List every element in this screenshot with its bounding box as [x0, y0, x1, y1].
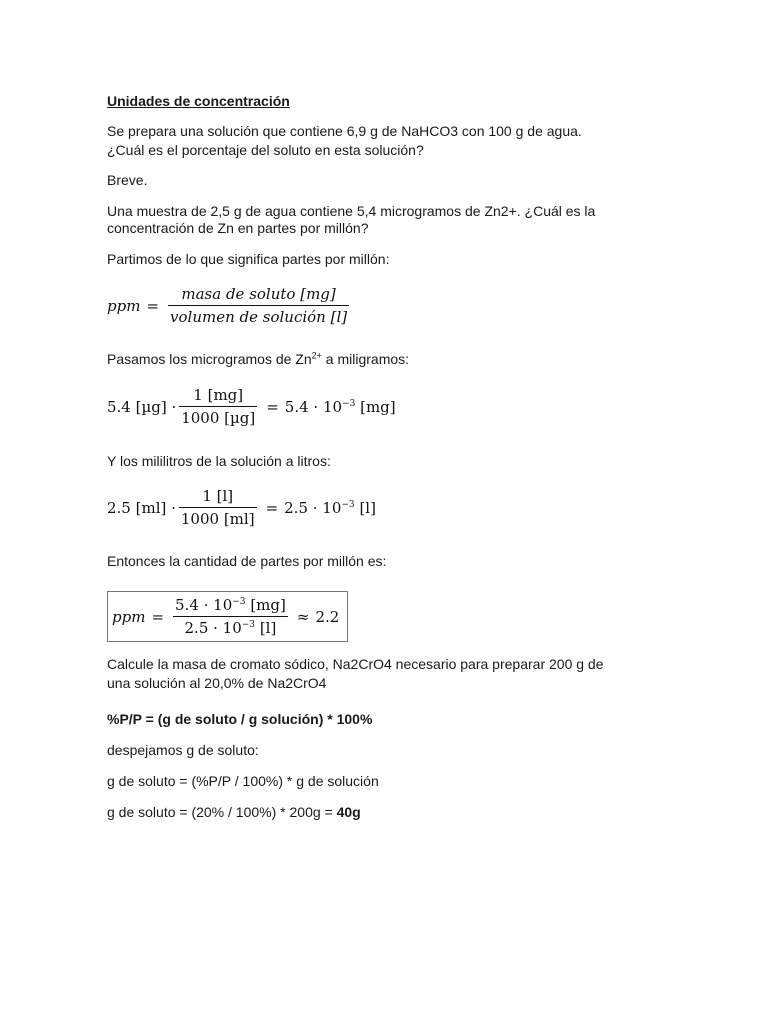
ppm-result-intro: Entonces la cantidad de partes por millón es: [107, 553, 387, 569]
formula-approx: ≈ [296, 607, 310, 626]
ppm-intro: Partimos de lo que significa partes por millón: [107, 251, 390, 267]
fraction-denominator: 1000 [ml] [179, 507, 257, 528]
result-unit: [mg] [360, 397, 396, 416]
numerator-unit: [mg] [250, 596, 286, 614]
micrograms-intro-text: Pasamos los microgramos de Zn [107, 351, 312, 367]
formula-ug-to-mg [107, 386, 396, 427]
formula-equals: = [266, 397, 279, 416]
fraction-denominator [173, 616, 288, 637]
formula-lhs: ppm [112, 607, 146, 626]
formula-equals: = [151, 607, 165, 626]
solute-calculation [107, 803, 361, 821]
solve-intro: despejamos g de soluto: [107, 742, 259, 758]
fraction-denominator: volumen de solución [l] [168, 305, 349, 326]
result-exponent: −3 [342, 398, 356, 409]
section-heading: Unidades de concentración [107, 93, 290, 109]
formula-fraction [168, 285, 349, 326]
fraction-numerator [173, 596, 288, 616]
result-base: 5.4 · 10 [284, 397, 343, 416]
formula-ppm-definition [107, 285, 352, 326]
zn-charge: 2+ [311, 350, 322, 361]
formula-ppm-result [107, 591, 348, 642]
formula-fraction [179, 386, 257, 427]
formula-result-value: 2.2 [315, 607, 340, 626]
solute-formula: g de soluto = (%P/P / 100%) * g de solución [107, 773, 379, 789]
formula-ml-to-l [107, 487, 376, 528]
formula-factor: 5.4 [µg] · [107, 397, 177, 416]
problem-2-line-1: Una muestra de 2,5 g de agua contiene 5,4 microgramos de Zn2+. ¿Cuál es la [107, 203, 596, 219]
micrograms-intro-end: a miligramos: [321, 351, 410, 367]
percent-formula: %P/P = (g de soluto / g solución) * 100% [107, 711, 373, 727]
answer-brief: Breve. [107, 172, 148, 188]
denominator-base: 2.5 · 10 [184, 619, 242, 637]
problem-3-line-2: una solución al 20,0% de Na2CrO4 [107, 675, 327, 691]
problem-2-line-2: concentración de Zn en partes por millón? [107, 220, 369, 236]
result-base: 2.5 · 10 [284, 498, 342, 517]
formula-lhs: ppm [107, 296, 141, 315]
fraction-numerator: 1 [mg] [193, 386, 244, 404]
denominator-unit: [l] [259, 619, 277, 637]
ml-intro: Y los mililitros de la solución a litros: [107, 453, 331, 469]
formula-result [285, 398, 396, 416]
formula-fraction [173, 596, 288, 637]
problem-1-line-1: Se prepara una solución que contiene 6,9 g de NaHCO3 con 100 g de agua. [107, 123, 582, 139]
numerator-base: 5.4 · 10 [175, 596, 233, 614]
formula-result [284, 499, 376, 517]
final-answer: 40g [336, 804, 361, 820]
formula-factor: 2.5 [ml] · [107, 498, 176, 517]
fraction-numerator: masa de soluto [mg] [181, 285, 336, 303]
micrograms-intro [107, 350, 409, 368]
fraction-denominator: 1000 [µg] [179, 406, 257, 427]
formula-equals: = [265, 498, 279, 517]
formula-equals: = [146, 296, 160, 315]
fraction-numerator: 1 [l] [202, 487, 234, 505]
formula-fraction [179, 487, 257, 528]
problem-1-line-2: ¿Cuál es el porcentaje del soluto en esta solución? [107, 142, 424, 158]
problem-3-line-1: Calcule la masa de cromato sódico, Na2CrO4 necesario para preparar 200 g de [107, 656, 604, 672]
denominator-exponent: −3 [241, 620, 256, 630]
numerator-exponent: −3 [232, 597, 246, 607]
solute-calculation-text: g de soluto = (20% / 100%) * 200g = [107, 804, 337, 820]
result-exponent: −3 [341, 499, 355, 510]
result-unit: [l] [359, 498, 376, 517]
